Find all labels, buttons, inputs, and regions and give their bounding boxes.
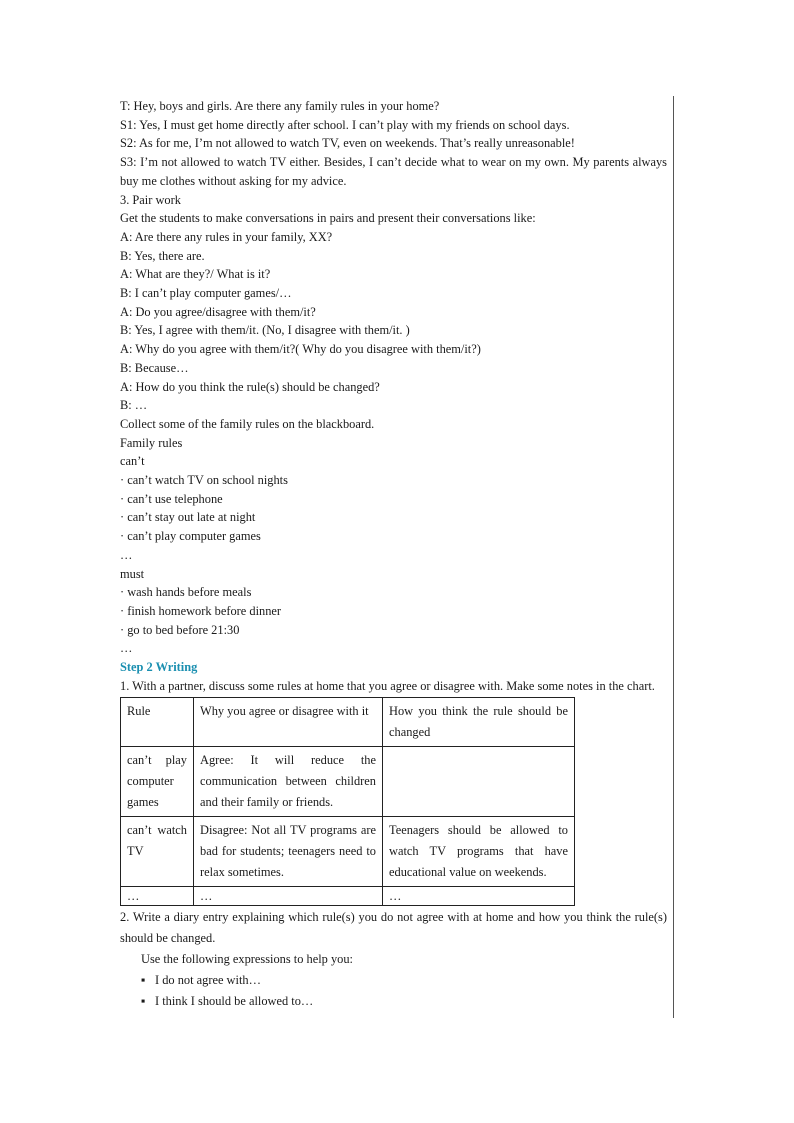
family-rules-title: Family rules (120, 435, 183, 450)
cant-rule-item: · can’t watch TV on school nights (120, 473, 288, 488)
conversation-line: B: … (120, 398, 148, 413)
bullet-icon: ▪ (141, 993, 146, 1008)
table-cell: can’t play computer games (121, 746, 194, 816)
expression-item (120, 991, 667, 1012)
cant-rule-item: · can’t play computer games (120, 529, 261, 544)
task2-instruction: 2. Write a diary entry explaining which rule(s) you do not agree with at home and how you think the rule(s) should be changed. (120, 909, 667, 945)
cant-rule-item: · can’t stay out late at night (120, 510, 256, 525)
expression-item (120, 970, 667, 991)
table-cell: … (121, 886, 194, 905)
table-cell: Teenagers should be allowed to watch TV programs that have educational value on weekends. (383, 816, 575, 886)
conversation-line: B: Because… (120, 360, 189, 375)
table-row (121, 746, 575, 816)
cant-label: can’t (120, 454, 145, 469)
table-row (121, 886, 575, 905)
bullet-icon: ▪ (141, 972, 146, 987)
table-cell (383, 746, 575, 816)
dialogue-line-s2: S2: As for me, I’m not allowed to watch TV, even on weekends. That’s really unreasonable! (120, 136, 575, 151)
dialogue-line-teacher: T: Hey, boys and girls. Are there any family rules in your home? (120, 99, 440, 113)
cant-rule-ellipsis: … (120, 547, 133, 562)
table-header-row (121, 697, 575, 746)
expressions-intro: Use the following expressions to help you: (141, 951, 353, 966)
table-cell: Agree: It will reduce the communication between children and their family or friends. (194, 746, 383, 816)
must-label: must (120, 566, 145, 581)
conversation-line: B: Yes, there are. (120, 248, 205, 263)
table-header-cell: Why you agree or disagree with it (194, 697, 383, 746)
pair-work-title: 3. Pair work (120, 192, 181, 207)
conversation-line: A: How do you think the rule(s) should be changed? (120, 379, 380, 394)
step2-heading: Step 2 Writing (120, 660, 198, 675)
page-margin-rule (673, 96, 674, 1018)
conversation-line: A: Why do you agree with them/it?( Why do you disagree with them/it?) (120, 342, 481, 357)
must-rule-ellipsis: … (120, 641, 133, 656)
table-header-cell: Rule (121, 697, 194, 746)
notes-chart (120, 697, 575, 906)
table-header-cell: How you think the rule should be changed (383, 697, 575, 746)
dialogue-line-s1: S1: Yes, I must get home directly after school. I can’t play with my friends on school days. (120, 117, 570, 132)
cant-rule-item: · can’t use telephone (120, 491, 223, 506)
conversation-line: B: Yes, I agree with them/it. (No, I disagree with them/it. ) (120, 323, 410, 338)
conversation-line: A: What are they?/ What is it? (120, 267, 271, 282)
table-row (121, 816, 575, 886)
conversation-line: A: Are there any rules in your family, XX? (120, 229, 333, 244)
must-rule-item: · go to bed before 21:30 (120, 622, 240, 637)
conversation-example (120, 228, 667, 415)
conversation-line: A: Do you agree/disagree with them/it? (120, 304, 316, 319)
collect-instruction: Collect some of the family rules on the blackboard. (120, 416, 375, 431)
must-rule-item: · wash hands before meals (120, 585, 252, 600)
table-cell: Disagree: Not all TV programs are bad for students; teenagers need to relax sometimes. (194, 816, 383, 886)
task1-instruction: 1. With a partner, discuss some rules at home that you agree or disagree with. Make some notes in the chart. (120, 678, 655, 693)
must-rule-item: · finish homework before dinner (120, 603, 282, 618)
expression-text: I think I should be allowed to… (155, 993, 314, 1008)
table-cell: … (383, 886, 575, 905)
pair-work-intro: Get the students to make conversations in pairs and present their conversations like: (120, 211, 536, 226)
table-cell: … (194, 886, 383, 905)
conversation-line: B: I can’t play computer games/… (120, 286, 292, 301)
expression-text: I do not agree with… (155, 972, 261, 987)
lesson-plan-body (120, 97, 667, 1012)
table-cell: can’t watch TV (121, 816, 194, 886)
dialogue-line-s3: S3: I’m not allowed to watch TV either. Besides, I can’t decide what to wear on my own. My parents always buy me clothes without asking for my advice. (120, 155, 667, 188)
